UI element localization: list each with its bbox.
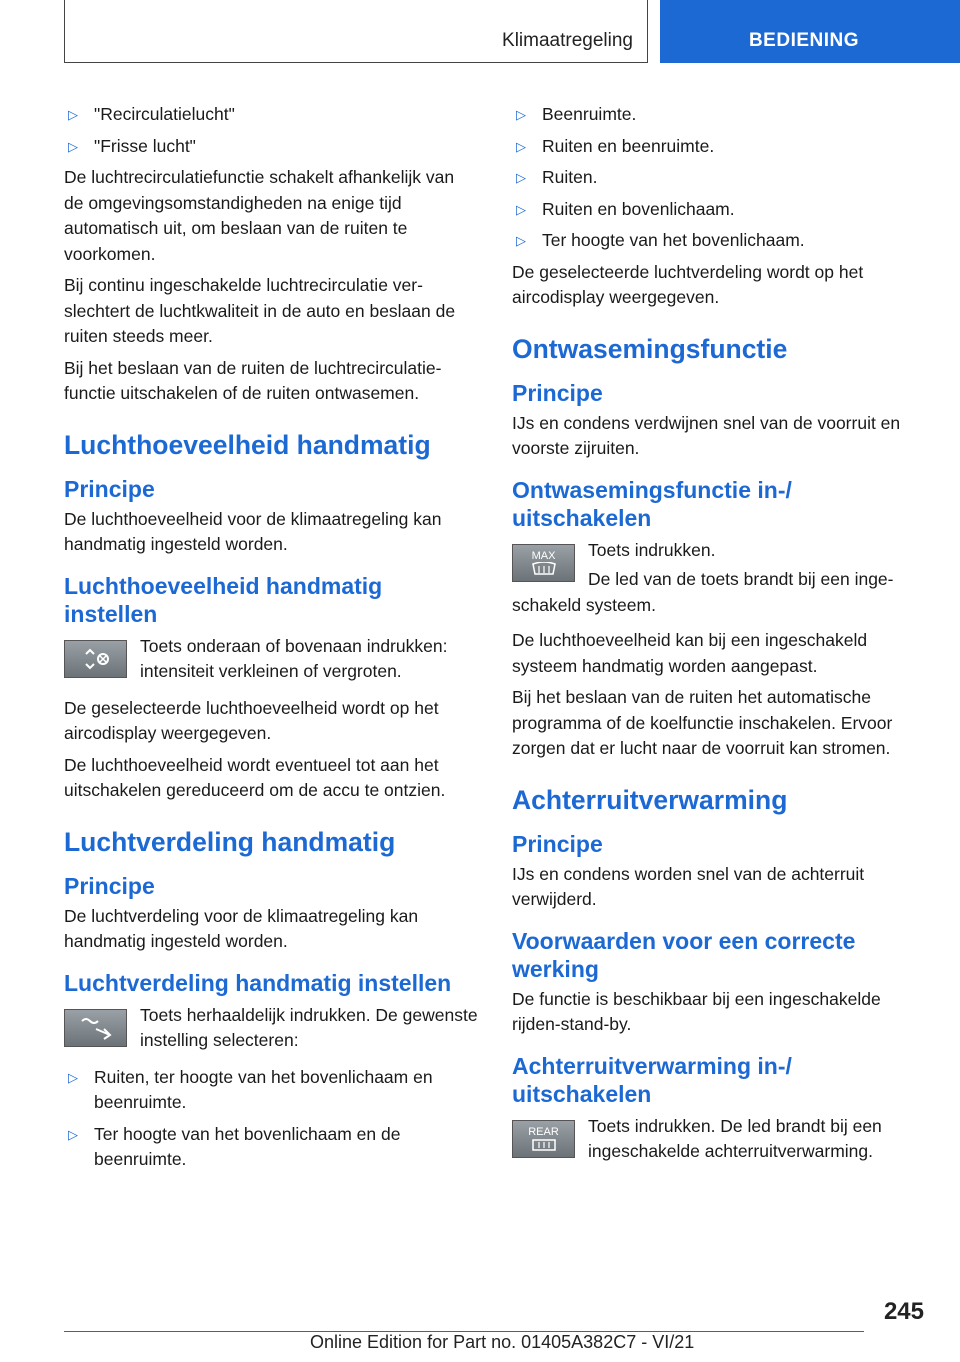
subsection-heading: Principe xyxy=(512,830,603,857)
button-instruction xyxy=(512,1114,926,1166)
paragraph: IJs en condens worden snel van de achterruit verwijderd. xyxy=(512,863,865,909)
header-bar xyxy=(64,0,648,63)
list-item: ▷ Beenruimte. xyxy=(512,102,926,128)
fan-button-icon xyxy=(64,640,127,678)
list-item: ▷ Ter hoogte van het bovenlichaam en de beenruimte. xyxy=(68,1123,401,1169)
section-heading: Luchthoeveelheid handmatig xyxy=(64,429,431,460)
section-heading: Achterruitverwarming xyxy=(512,784,788,815)
instruction-text: Toets indrukken. De led brandt bij een ingeschakelde achterruitverwarming. xyxy=(588,1115,882,1161)
air-distribution-button-icon xyxy=(64,1009,127,1047)
section-heading: Ontwasemingsfunctie xyxy=(512,333,788,364)
list-item: ▷ "Recirculatielucht" xyxy=(64,102,478,128)
button-instruction xyxy=(64,634,478,686)
list-item: ▷ Ruiten en bovenlichaam. xyxy=(512,197,926,223)
section-heading: Luchtverdeling handmatig xyxy=(64,826,396,857)
page-number: 245 xyxy=(883,1298,924,1325)
triangle-bullet-icon: ▷ xyxy=(516,201,526,217)
list-item: ▷ Ruiten, ter hoogte van het bovenlichaam en beenruimte. xyxy=(68,1066,433,1112)
subsection-heading: Luchthoeveelheid handmatig instellen xyxy=(64,572,383,627)
section-title: BEDIENING xyxy=(748,30,860,51)
subsection-heading: Ontwasemingsfunctie in-/ uitschakelen xyxy=(512,476,792,531)
triangle-bullet-icon: ▷ xyxy=(68,138,78,154)
chapter-title: Klimaatregeling xyxy=(502,30,633,51)
paragraph: De luchthoeveelheid wordt eventueel tot aan het uitschakelen gereduceerd om de accu te ontzien. xyxy=(64,754,446,800)
paragraph: De functie is beschikbaar bij een ingeschakelde rijden-stand-by. xyxy=(512,988,881,1034)
rear-defrost-button-icon xyxy=(512,1120,575,1158)
subsection-heading: Principe xyxy=(64,872,155,899)
instruction-text: Toets indrukken. xyxy=(588,539,716,560)
button-instruction xyxy=(512,538,926,619)
edition-footer: Online Edition for Part no. 01405A382C7 - VI/21 xyxy=(310,1332,695,1352)
subsection-heading: Achterruitverwarming in-/ uitschakelen xyxy=(512,1052,792,1107)
paragraph: De geselecteerde luchthoeveelheid wordt op het aircodisplay weergegeven. xyxy=(64,697,439,743)
subsection-heading: Principe xyxy=(64,475,155,502)
paragraph: De geselecteerde luchtverdeling wordt op het aircodisplay weergegeven. xyxy=(512,261,864,307)
paragraph: De luchthoeveelheid voor de klimaatregeling kan handmatig ingesteld worden. xyxy=(64,508,442,554)
subsection-heading: Principe xyxy=(512,379,603,406)
triangle-bullet-icon: ▷ xyxy=(516,233,526,248)
list-item: ▷ "Frisse lucht" xyxy=(64,134,478,160)
paragraph: De luchthoeveelheid kan bij een ingeschakeld systeem handmatig worden aangepast. xyxy=(512,630,868,676)
triangle-bullet-icon: ▷ xyxy=(68,107,78,122)
instruction-text: Toets herhaaldelijk indrukken. De gewenste instelling selecteren: xyxy=(140,1004,478,1050)
instruction-text: De led van de toets brandt bij een ingeschakeld systeem. xyxy=(512,569,894,615)
paragraph: Bij het beslaan van de ruiten het automatische programma of de koelfunctie inschakelen. Ervoor zorgen dat er lucht naar de voorruit kan stromen. xyxy=(512,687,893,758)
triangle-bullet-icon: ▷ xyxy=(516,107,526,122)
instruction-text: Toets onderaan of bovenaan indrukken: intensiteit verkleinen of vergroten. xyxy=(140,635,448,681)
subsection-heading: Luchtverdeling handmatig instellen xyxy=(64,969,452,996)
list-item: ▷ Ter hoogte van het bovenlichaam. xyxy=(512,228,926,254)
max-defrost-button-icon xyxy=(512,544,575,582)
section-tab xyxy=(660,0,960,63)
rear-label: REAR xyxy=(528,1125,559,1138)
list-item: ▷ Ruiten. xyxy=(512,165,926,191)
paragraph: Bij het beslaan van de ruiten de luchtrecirculatiefunctie uitschakelen of de ruiten ontwasemen. xyxy=(64,357,442,403)
triangle-bullet-icon: ▷ xyxy=(68,1069,78,1085)
triangle-bullet-icon: ▷ xyxy=(516,170,526,185)
paragraph: IJs en condens verdwijnen snel van de voorruit en voorste zijruiten. xyxy=(512,412,901,458)
list-item: ▷ Ruiten en beenruimte. xyxy=(512,134,926,160)
left-column xyxy=(64,102,478,1179)
paragraph: De luchtrecirculatiefunctie schakelt afhankelijk van de omgevingsomstandigheden na enige tijd automatisch uit, om beslaan van de ruiten te voorkomen. xyxy=(64,167,455,264)
paragraph: Bij continu ingeschakelde luchtrecirculatie verslechtert de luchtkwaliteit in de auto en beslaan de ruiten steeds meer. xyxy=(64,275,456,346)
subsection-heading: Voorwaarden voor een correcte werking xyxy=(512,927,856,982)
triangle-bullet-icon: ▷ xyxy=(68,1126,78,1142)
max-label: MAX xyxy=(531,549,556,562)
triangle-bullet-icon: ▷ xyxy=(516,138,526,154)
button-instruction xyxy=(64,1003,478,1055)
right-column xyxy=(512,102,926,1176)
paragraph: De luchtverdeling voor de klimaatregeling kan handmatig ingesteld worden. xyxy=(64,905,419,951)
